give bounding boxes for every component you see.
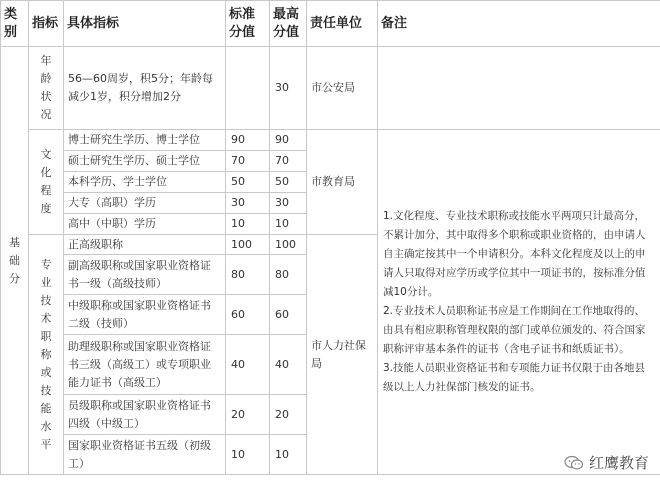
vertical-char: 文 — [40, 148, 52, 161]
education-specific: 大专（高职）学历 — [64, 193, 226, 214]
vertical-char: 础 — [9, 253, 20, 267]
professional-max: 60 — [270, 295, 307, 335]
professional-specific: 正高级职称 — [64, 235, 226, 255]
education-max: 50 — [270, 172, 307, 193]
watermark — [561, 451, 652, 474]
education-standard: 90 — [226, 130, 270, 151]
education-standard: 50 — [226, 172, 270, 193]
vertical-char: 技 — [40, 383, 52, 397]
education-indicator-cell — [29, 130, 64, 235]
professional-specific: 副高级职称或国家职业资格证书一级（高级技师） — [64, 255, 226, 295]
wechat-icon — [564, 455, 584, 471]
header-notes: 备注 — [378, 1, 660, 47]
education-unit: 市教育局 — [307, 130, 378, 235]
vertical-char: 专 — [40, 257, 52, 271]
table-row — [1, 130, 660, 151]
header-row — [1, 1, 660, 47]
vertical-char: 技 — [40, 293, 52, 307]
education-specific: 博士研究生学历、博士学位 — [64, 130, 226, 151]
vertical-char: 化 — [40, 166, 52, 179]
vertical-char: 或 — [40, 365, 52, 379]
vertical-char: 分 — [9, 271, 20, 285]
vertical-char: 基 — [9, 235, 20, 249]
education-max: 90 — [270, 130, 307, 151]
professional-max: 40 — [270, 335, 307, 395]
age-max: 30 — [270, 47, 307, 130]
education-specific: 硕士研究生学历、硕士学位 — [64, 151, 226, 172]
education-specific: 本科学历、学士学位 — [64, 172, 226, 193]
vertical-char: 状 — [40, 90, 52, 103]
professional-standard: 80 — [226, 255, 270, 295]
education-specific: 高中（中职）学历 — [64, 214, 226, 235]
education-max: 10 — [270, 214, 307, 235]
header-specific: 具体指标 — [64, 1, 226, 47]
professional-standard: 10 — [226, 435, 270, 475]
professional-specific: 国家职业资格证书五级（初级工） — [64, 435, 226, 475]
professional-standard: 40 — [226, 335, 270, 395]
watermark-text: 红鹰教育 — [588, 454, 649, 472]
vertical-char: 龄 — [40, 72, 52, 85]
professional-standard: 20 — [226, 395, 270, 435]
education-max: 70 — [270, 151, 307, 172]
age-standard — [226, 47, 270, 130]
education-indicator-label — [31, 146, 61, 218]
professional-indicator-label — [31, 256, 61, 454]
age-notes — [378, 47, 660, 130]
education-max: 30 — [270, 193, 307, 214]
age-indicator-cell — [29, 47, 64, 130]
professional-specific: 助理级职称或国家职业资格证书三级（高级工）或专项职业能力证书（高级工） — [64, 335, 226, 395]
professional-max: 100 — [270, 235, 307, 255]
professional-unit: 市人力社保局 — [307, 235, 378, 475]
education-standard: 10 — [226, 214, 270, 235]
professional-max: 80 — [270, 255, 307, 295]
note-1: 1.文化程度、专业技术职称或技能水平两项只计最高分，不累计加分，其中取得多个职称或职业资格的，由申请人自主确定按其中一个申请积分。本科文化程度及以上的申请人只取得对应学历或学位其中一项证书的，按标准分值减10分计。 — [383, 210, 646, 298]
header-standard: 标准分值 — [226, 1, 270, 47]
vertical-char: 年 — [40, 54, 52, 67]
education-standard: 70 — [226, 151, 270, 172]
header-indicator: 指标 — [29, 1, 64, 47]
category-label — [3, 234, 26, 288]
header-category: 类别 — [1, 1, 29, 47]
age-indicator-label — [31, 52, 61, 124]
vertical-char: 称 — [40, 347, 52, 361]
note-3: 3.技能人员职业资格证书和专项能力证书仅限于由各地县级以上人力社保部门核发的证书。 — [383, 362, 646, 393]
vertical-char: 平 — [40, 437, 52, 451]
professional-specific: 中级职称或国家职业资格证书二级（技师） — [64, 295, 226, 335]
category-cell — [1, 47, 29, 475]
age-unit: 市公安局 — [307, 47, 378, 130]
vertical-char: 业 — [40, 275, 52, 289]
table-row — [1, 47, 660, 130]
header-unit: 责任单位 — [307, 1, 378, 47]
vertical-char: 能 — [40, 401, 52, 415]
professional-max: 20 — [270, 395, 307, 435]
vertical-char: 水 — [40, 419, 52, 433]
header-max: 最高分值 — [270, 1, 307, 47]
age-specific: 56—60周岁，积5分；年龄每减少1岁，积分增加2分 — [64, 47, 226, 130]
professional-indicator-cell — [29, 235, 64, 475]
vertical-char: 度 — [40, 202, 52, 215]
professional-standard: 100 — [226, 235, 270, 255]
notes-cell — [378, 130, 660, 475]
professional-specific: 员级职称或国家职业资格证书四级（中级工） — [64, 395, 226, 435]
education-standard: 30 — [226, 193, 270, 214]
vertical-char: 况 — [40, 108, 52, 121]
professional-standard: 60 — [226, 295, 270, 335]
vertical-char: 职 — [40, 329, 52, 343]
note-2: 2.专业技术人员职称证书应是工作期间在工作地取得的、由具有相应职称管理权限的部门或单位颁发的、符合国家职称评审基本条件的证书（含电子证书和纸质证书）。 — [383, 305, 646, 355]
professional-max: 10 — [270, 435, 307, 475]
vertical-char: 术 — [40, 311, 52, 325]
vertical-char: 程 — [40, 184, 52, 197]
